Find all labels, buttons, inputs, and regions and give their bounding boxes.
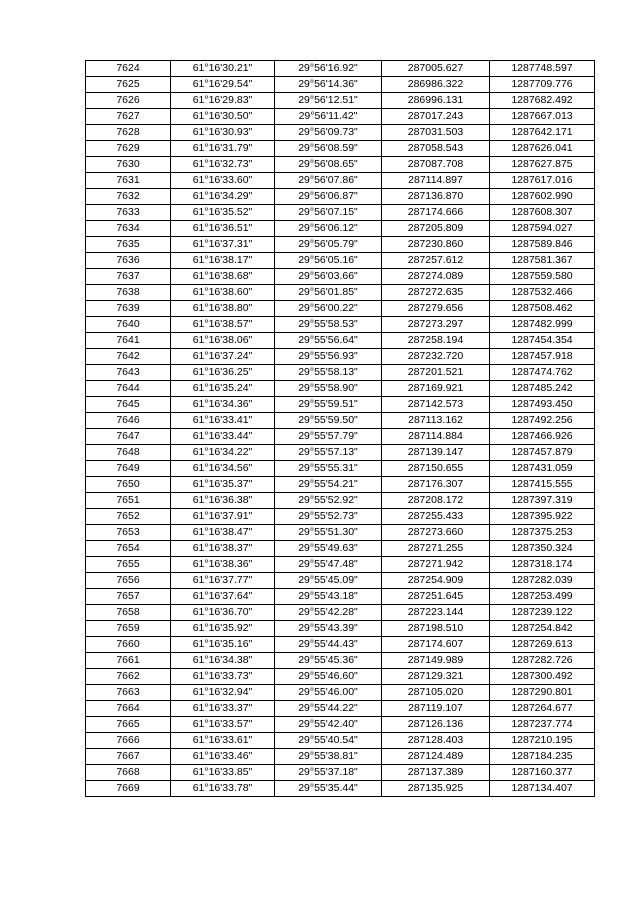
table-row bbox=[86, 717, 595, 733]
x-coordinate-cell: 287128.403 bbox=[382, 733, 490, 749]
point-number-cell: 7668 bbox=[86, 765, 171, 781]
table-row bbox=[86, 461, 595, 477]
latitude-cell: 61°16'37.77" bbox=[171, 573, 275, 589]
table-row bbox=[86, 285, 595, 301]
latitude-cell: 61°16'32.94" bbox=[171, 685, 275, 701]
x-coordinate-cell: 287135.925 bbox=[382, 781, 490, 797]
longitude-cell: 29°56'08.65" bbox=[275, 157, 382, 173]
coordinates-table-body bbox=[86, 61, 595, 797]
x-coordinate-cell: 287273.660 bbox=[382, 525, 490, 541]
latitude-cell: 61°16'34.22" bbox=[171, 445, 275, 461]
y-coordinate-cell: 1287474.762 bbox=[490, 365, 595, 381]
x-coordinate-cell: 287005.627 bbox=[382, 61, 490, 77]
table-row bbox=[86, 109, 595, 125]
longitude-cell: 29°55'35.44" bbox=[275, 781, 382, 797]
point-number-cell: 7626 bbox=[86, 93, 171, 109]
y-coordinate-cell: 1287602.990 bbox=[490, 189, 595, 205]
x-coordinate-cell: 287201.521 bbox=[382, 365, 490, 381]
y-coordinate-cell: 1287589.846 bbox=[490, 237, 595, 253]
y-coordinate-cell: 1287532.466 bbox=[490, 285, 595, 301]
point-number-cell: 7658 bbox=[86, 605, 171, 621]
latitude-cell: 61°16'31.79" bbox=[171, 141, 275, 157]
table-row bbox=[86, 253, 595, 269]
point-number-cell: 7669 bbox=[86, 781, 171, 797]
latitude-cell: 61°16'33.78" bbox=[171, 781, 275, 797]
longitude-cell: 29°55'59.50" bbox=[275, 413, 382, 429]
longitude-cell: 29°55'44.43" bbox=[275, 637, 382, 653]
point-number-cell: 7648 bbox=[86, 445, 171, 461]
longitude-cell: 29°55'51.30" bbox=[275, 525, 382, 541]
latitude-cell: 61°16'37.24" bbox=[171, 349, 275, 365]
point-number-cell: 7663 bbox=[86, 685, 171, 701]
x-coordinate-cell: 287174.607 bbox=[382, 637, 490, 653]
y-coordinate-cell: 1287397.319 bbox=[490, 493, 595, 509]
x-coordinate-cell: 287232.720 bbox=[382, 349, 490, 365]
longitude-cell: 29°55'44.22" bbox=[275, 701, 382, 717]
x-coordinate-cell: 287279.656 bbox=[382, 301, 490, 317]
longitude-cell: 29°56'05.16" bbox=[275, 253, 382, 269]
y-coordinate-cell: 1287581.367 bbox=[490, 253, 595, 269]
y-coordinate-cell: 1287748.597 bbox=[490, 61, 595, 77]
longitude-cell: 29°55'40.54" bbox=[275, 733, 382, 749]
table-row bbox=[86, 365, 595, 381]
point-number-cell: 7633 bbox=[86, 205, 171, 221]
latitude-cell: 61°16'34.56" bbox=[171, 461, 275, 477]
latitude-cell: 61°16'38.68" bbox=[171, 269, 275, 285]
point-number-cell: 7659 bbox=[86, 621, 171, 637]
longitude-cell: 29°56'11.42" bbox=[275, 109, 382, 125]
point-number-cell: 7637 bbox=[86, 269, 171, 285]
y-coordinate-cell: 1287485.242 bbox=[490, 381, 595, 397]
x-coordinate-cell: 287113.162 bbox=[382, 413, 490, 429]
y-coordinate-cell: 1287559.580 bbox=[490, 269, 595, 285]
point-number-cell: 7662 bbox=[86, 669, 171, 685]
y-coordinate-cell: 1287350.324 bbox=[490, 541, 595, 557]
x-coordinate-cell: 287114.897 bbox=[382, 173, 490, 189]
longitude-cell: 29°55'58.13" bbox=[275, 365, 382, 381]
y-coordinate-cell: 1287431.059 bbox=[490, 461, 595, 477]
x-coordinate-cell: 287230.860 bbox=[382, 237, 490, 253]
table-row bbox=[86, 509, 595, 525]
latitude-cell: 61°16'36.70" bbox=[171, 605, 275, 621]
x-coordinate-cell: 286986.322 bbox=[382, 77, 490, 93]
longitude-cell: 29°56'14.36" bbox=[275, 77, 382, 93]
table-row bbox=[86, 557, 595, 573]
y-coordinate-cell: 1287253.499 bbox=[490, 589, 595, 605]
longitude-cell: 29°56'03.66" bbox=[275, 269, 382, 285]
x-coordinate-cell: 287114.884 bbox=[382, 429, 490, 445]
point-number-cell: 7664 bbox=[86, 701, 171, 717]
longitude-cell: 29°55'52.73" bbox=[275, 509, 382, 525]
point-number-cell: 7665 bbox=[86, 717, 171, 733]
longitude-cell: 29°55'45.09" bbox=[275, 573, 382, 589]
latitude-cell: 61°16'38.47" bbox=[171, 525, 275, 541]
table-row bbox=[86, 141, 595, 157]
x-coordinate-cell: 287150.655 bbox=[382, 461, 490, 477]
x-coordinate-cell: 287258.194 bbox=[382, 333, 490, 349]
table-row bbox=[86, 621, 595, 637]
table-row bbox=[86, 381, 595, 397]
latitude-cell: 61°16'37.91" bbox=[171, 509, 275, 525]
y-coordinate-cell: 1287492.256 bbox=[490, 413, 595, 429]
point-number-cell: 7643 bbox=[86, 365, 171, 381]
latitude-cell: 61°16'33.73" bbox=[171, 669, 275, 685]
longitude-cell: 29°55'55.31" bbox=[275, 461, 382, 477]
point-number-cell: 7642 bbox=[86, 349, 171, 365]
table-row bbox=[86, 429, 595, 445]
point-number-cell: 7657 bbox=[86, 589, 171, 605]
latitude-cell: 61°16'38.80" bbox=[171, 301, 275, 317]
longitude-cell: 29°56'09.73" bbox=[275, 125, 382, 141]
x-coordinate-cell: 287223.144 bbox=[382, 605, 490, 621]
longitude-cell: 29°55'52.92" bbox=[275, 493, 382, 509]
table-row bbox=[86, 173, 595, 189]
point-number-cell: 7628 bbox=[86, 125, 171, 141]
x-coordinate-cell: 287169.921 bbox=[382, 381, 490, 397]
table-row bbox=[86, 221, 595, 237]
table-row bbox=[86, 541, 595, 557]
y-coordinate-cell: 1287318.174 bbox=[490, 557, 595, 573]
latitude-cell: 61°16'33.37" bbox=[171, 701, 275, 717]
latitude-cell: 61°16'35.24" bbox=[171, 381, 275, 397]
latitude-cell: 61°16'38.36" bbox=[171, 557, 275, 573]
latitude-cell: 61°16'33.60" bbox=[171, 173, 275, 189]
longitude-cell: 29°55'57.79" bbox=[275, 429, 382, 445]
y-coordinate-cell: 1287466.926 bbox=[490, 429, 595, 445]
x-coordinate-cell: 287176.307 bbox=[382, 477, 490, 493]
latitude-cell: 61°16'33.57" bbox=[171, 717, 275, 733]
point-number-cell: 7650 bbox=[86, 477, 171, 493]
x-coordinate-cell: 287136.870 bbox=[382, 189, 490, 205]
y-coordinate-cell: 1287454.354 bbox=[490, 333, 595, 349]
x-coordinate-cell: 287174.666 bbox=[382, 205, 490, 221]
table-row bbox=[86, 189, 595, 205]
y-coordinate-cell: 1287269.613 bbox=[490, 637, 595, 653]
table-row bbox=[86, 301, 595, 317]
table-row bbox=[86, 525, 595, 541]
y-coordinate-cell: 1287617.016 bbox=[490, 173, 595, 189]
y-coordinate-cell: 1287300.492 bbox=[490, 669, 595, 685]
x-coordinate-cell: 287271.942 bbox=[382, 557, 490, 573]
x-coordinate-cell: 287254.909 bbox=[382, 573, 490, 589]
latitude-cell: 61°16'34.36" bbox=[171, 397, 275, 413]
x-coordinate-cell: 287198.510 bbox=[382, 621, 490, 637]
table-row bbox=[86, 653, 595, 669]
x-coordinate-cell: 287087.708 bbox=[382, 157, 490, 173]
x-coordinate-cell: 287271.255 bbox=[382, 541, 490, 557]
latitude-cell: 61°16'32.73" bbox=[171, 157, 275, 173]
latitude-cell: 61°16'34.29" bbox=[171, 189, 275, 205]
table-row bbox=[86, 77, 595, 93]
longitude-cell: 29°55'58.90" bbox=[275, 381, 382, 397]
x-coordinate-cell: 287251.645 bbox=[382, 589, 490, 605]
y-coordinate-cell: 1287627.875 bbox=[490, 157, 595, 173]
point-number-cell: 7661 bbox=[86, 653, 171, 669]
table-row bbox=[86, 685, 595, 701]
x-coordinate-cell: 287274.089 bbox=[382, 269, 490, 285]
y-coordinate-cell: 1287254.842 bbox=[490, 621, 595, 637]
point-number-cell: 7644 bbox=[86, 381, 171, 397]
y-coordinate-cell: 1287290.801 bbox=[490, 685, 595, 701]
y-coordinate-cell: 1287682.492 bbox=[490, 93, 595, 109]
x-coordinate-cell: 287257.612 bbox=[382, 253, 490, 269]
y-coordinate-cell: 1287210.195 bbox=[490, 733, 595, 749]
x-coordinate-cell: 287031.503 bbox=[382, 125, 490, 141]
longitude-cell: 29°55'42.40" bbox=[275, 717, 382, 733]
x-coordinate-cell: 287273.297 bbox=[382, 317, 490, 333]
latitude-cell: 61°16'30.50" bbox=[171, 109, 275, 125]
latitude-cell: 61°16'33.85" bbox=[171, 765, 275, 781]
point-number-cell: 7667 bbox=[86, 749, 171, 765]
latitude-cell: 61°16'38.37" bbox=[171, 541, 275, 557]
table-row bbox=[86, 333, 595, 349]
table-row bbox=[86, 781, 595, 797]
y-coordinate-cell: 1287642.171 bbox=[490, 125, 595, 141]
point-number-cell: 7632 bbox=[86, 189, 171, 205]
latitude-cell: 61°16'33.46" bbox=[171, 749, 275, 765]
point-number-cell: 7638 bbox=[86, 285, 171, 301]
table-row bbox=[86, 317, 595, 333]
table-row bbox=[86, 477, 595, 493]
y-coordinate-cell: 1287282.039 bbox=[490, 573, 595, 589]
longitude-cell: 29°55'37.18" bbox=[275, 765, 382, 781]
latitude-cell: 61°16'33.41" bbox=[171, 413, 275, 429]
x-coordinate-cell: 287017.243 bbox=[382, 109, 490, 125]
latitude-cell: 61°16'30.21" bbox=[171, 61, 275, 77]
x-coordinate-cell: 287058.543 bbox=[382, 141, 490, 157]
point-number-cell: 7654 bbox=[86, 541, 171, 557]
x-coordinate-cell: 287205.809 bbox=[382, 221, 490, 237]
x-coordinate-cell: 287105.020 bbox=[382, 685, 490, 701]
x-coordinate-cell: 286996.131 bbox=[382, 93, 490, 109]
table-row bbox=[86, 589, 595, 605]
longitude-cell: 29°56'00.22" bbox=[275, 301, 382, 317]
y-coordinate-cell: 1287482.999 bbox=[490, 317, 595, 333]
latitude-cell: 61°16'38.17" bbox=[171, 253, 275, 269]
longitude-cell: 29°55'46.60" bbox=[275, 669, 382, 685]
longitude-cell: 29°56'08.59" bbox=[275, 141, 382, 157]
latitude-cell: 61°16'35.16" bbox=[171, 637, 275, 653]
point-number-cell: 7647 bbox=[86, 429, 171, 445]
y-coordinate-cell: 1287375.253 bbox=[490, 525, 595, 541]
x-coordinate-cell: 287255.433 bbox=[382, 509, 490, 525]
latitude-cell: 61°16'36.51" bbox=[171, 221, 275, 237]
point-number-cell: 7629 bbox=[86, 141, 171, 157]
longitude-cell: 29°55'56.93" bbox=[275, 349, 382, 365]
y-coordinate-cell: 1287184.235 bbox=[490, 749, 595, 765]
table-row bbox=[86, 749, 595, 765]
point-number-cell: 7631 bbox=[86, 173, 171, 189]
table-row bbox=[86, 237, 595, 253]
table-row bbox=[86, 157, 595, 173]
longitude-cell: 29°56'06.87" bbox=[275, 189, 382, 205]
point-number-cell: 7652 bbox=[86, 509, 171, 525]
longitude-cell: 29°55'56.64" bbox=[275, 333, 382, 349]
longitude-cell: 29°56'16.92" bbox=[275, 61, 382, 77]
latitude-cell: 61°16'36.38" bbox=[171, 493, 275, 509]
longitude-cell: 29°55'38.81" bbox=[275, 749, 382, 765]
longitude-cell: 29°56'06.12" bbox=[275, 221, 382, 237]
table-row bbox=[86, 573, 595, 589]
point-number-cell: 7666 bbox=[86, 733, 171, 749]
x-coordinate-cell: 287126.136 bbox=[382, 717, 490, 733]
longitude-cell: 29°55'43.39" bbox=[275, 621, 382, 637]
longitude-cell: 29°55'54.21" bbox=[275, 477, 382, 493]
y-coordinate-cell: 1287457.879 bbox=[490, 445, 595, 461]
longitude-cell: 29°55'58.53" bbox=[275, 317, 382, 333]
longitude-cell: 29°55'45.36" bbox=[275, 653, 382, 669]
table-row bbox=[86, 349, 595, 365]
latitude-cell: 61°16'37.31" bbox=[171, 237, 275, 253]
table-row bbox=[86, 269, 595, 285]
longitude-cell: 29°55'49.63" bbox=[275, 541, 382, 557]
table-row bbox=[86, 493, 595, 509]
latitude-cell: 61°16'38.60" bbox=[171, 285, 275, 301]
y-coordinate-cell: 1287282.726 bbox=[490, 653, 595, 669]
y-coordinate-cell: 1287493.450 bbox=[490, 397, 595, 413]
y-coordinate-cell: 1287264.677 bbox=[490, 701, 595, 717]
point-number-cell: 7624 bbox=[86, 61, 171, 77]
x-coordinate-cell: 287272.635 bbox=[382, 285, 490, 301]
y-coordinate-cell: 1287237.774 bbox=[490, 717, 595, 733]
x-coordinate-cell: 287142.573 bbox=[382, 397, 490, 413]
longitude-cell: 29°56'07.15" bbox=[275, 205, 382, 221]
point-number-cell: 7646 bbox=[86, 413, 171, 429]
point-number-cell: 7660 bbox=[86, 637, 171, 653]
longitude-cell: 29°56'01.85" bbox=[275, 285, 382, 301]
longitude-cell: 29°55'43.18" bbox=[275, 589, 382, 605]
point-number-cell: 7627 bbox=[86, 109, 171, 125]
longitude-cell: 29°56'12.51" bbox=[275, 93, 382, 109]
x-coordinate-cell: 287137.389 bbox=[382, 765, 490, 781]
point-number-cell: 7640 bbox=[86, 317, 171, 333]
x-coordinate-cell: 287208.172 bbox=[382, 493, 490, 509]
point-number-cell: 7656 bbox=[86, 573, 171, 589]
table-row bbox=[86, 61, 595, 77]
latitude-cell: 61°16'35.52" bbox=[171, 205, 275, 221]
point-number-cell: 7649 bbox=[86, 461, 171, 477]
latitude-cell: 61°16'35.92" bbox=[171, 621, 275, 637]
table-row bbox=[86, 765, 595, 781]
latitude-cell: 61°16'35.37" bbox=[171, 477, 275, 493]
point-number-cell: 7630 bbox=[86, 157, 171, 173]
x-coordinate-cell: 287149.989 bbox=[382, 653, 490, 669]
coordinates-table bbox=[85, 60, 595, 797]
y-coordinate-cell: 1287667.013 bbox=[490, 109, 595, 125]
longitude-cell: 29°55'47.48" bbox=[275, 557, 382, 573]
y-coordinate-cell: 1287134.407 bbox=[490, 781, 595, 797]
table-row bbox=[86, 93, 595, 109]
x-coordinate-cell: 287124.489 bbox=[382, 749, 490, 765]
y-coordinate-cell: 1287457.918 bbox=[490, 349, 595, 365]
latitude-cell: 61°16'33.61" bbox=[171, 733, 275, 749]
point-number-cell: 7651 bbox=[86, 493, 171, 509]
y-coordinate-cell: 1287160.377 bbox=[490, 765, 595, 781]
longitude-cell: 29°55'57.13" bbox=[275, 445, 382, 461]
latitude-cell: 61°16'30.93" bbox=[171, 125, 275, 141]
table-row bbox=[86, 637, 595, 653]
latitude-cell: 61°16'38.57" bbox=[171, 317, 275, 333]
x-coordinate-cell: 287119.107 bbox=[382, 701, 490, 717]
longitude-cell: 29°56'05.79" bbox=[275, 237, 382, 253]
y-coordinate-cell: 1287395.922 bbox=[490, 509, 595, 525]
table-row bbox=[86, 605, 595, 621]
longitude-cell: 29°55'59.51" bbox=[275, 397, 382, 413]
x-coordinate-cell: 287139.147 bbox=[382, 445, 490, 461]
latitude-cell: 61°16'34.38" bbox=[171, 653, 275, 669]
y-coordinate-cell: 1287626.041 bbox=[490, 141, 595, 157]
point-number-cell: 7641 bbox=[86, 333, 171, 349]
point-number-cell: 7655 bbox=[86, 557, 171, 573]
point-number-cell: 7639 bbox=[86, 301, 171, 317]
table-row bbox=[86, 125, 595, 141]
latitude-cell: 61°16'37.64" bbox=[171, 589, 275, 605]
latitude-cell: 61°16'33.44" bbox=[171, 429, 275, 445]
latitude-cell: 61°16'36.25" bbox=[171, 365, 275, 381]
point-number-cell: 7625 bbox=[86, 77, 171, 93]
latitude-cell: 61°16'29.83" bbox=[171, 93, 275, 109]
point-number-cell: 7635 bbox=[86, 237, 171, 253]
latitude-cell: 61°16'38.06" bbox=[171, 333, 275, 349]
point-number-cell: 7636 bbox=[86, 253, 171, 269]
table-row bbox=[86, 669, 595, 685]
table-row bbox=[86, 733, 595, 749]
table-row bbox=[86, 205, 595, 221]
y-coordinate-cell: 1287508.462 bbox=[490, 301, 595, 317]
point-number-cell: 7653 bbox=[86, 525, 171, 541]
y-coordinate-cell: 1287239.122 bbox=[490, 605, 595, 621]
table-row bbox=[86, 413, 595, 429]
table-row bbox=[86, 397, 595, 413]
longitude-cell: 29°55'42.28" bbox=[275, 605, 382, 621]
longitude-cell: 29°56'07.86" bbox=[275, 173, 382, 189]
y-coordinate-cell: 1287594.027 bbox=[490, 221, 595, 237]
table-row bbox=[86, 701, 595, 717]
latitude-cell: 61°16'29.54" bbox=[171, 77, 275, 93]
x-coordinate-cell: 287129.321 bbox=[382, 669, 490, 685]
longitude-cell: 29°55'46.00" bbox=[275, 685, 382, 701]
y-coordinate-cell: 1287608.307 bbox=[490, 205, 595, 221]
y-coordinate-cell: 1287709.776 bbox=[490, 77, 595, 93]
point-number-cell: 7645 bbox=[86, 397, 171, 413]
table-row bbox=[86, 445, 595, 461]
y-coordinate-cell: 1287415.555 bbox=[490, 477, 595, 493]
point-number-cell: 7634 bbox=[86, 221, 171, 237]
